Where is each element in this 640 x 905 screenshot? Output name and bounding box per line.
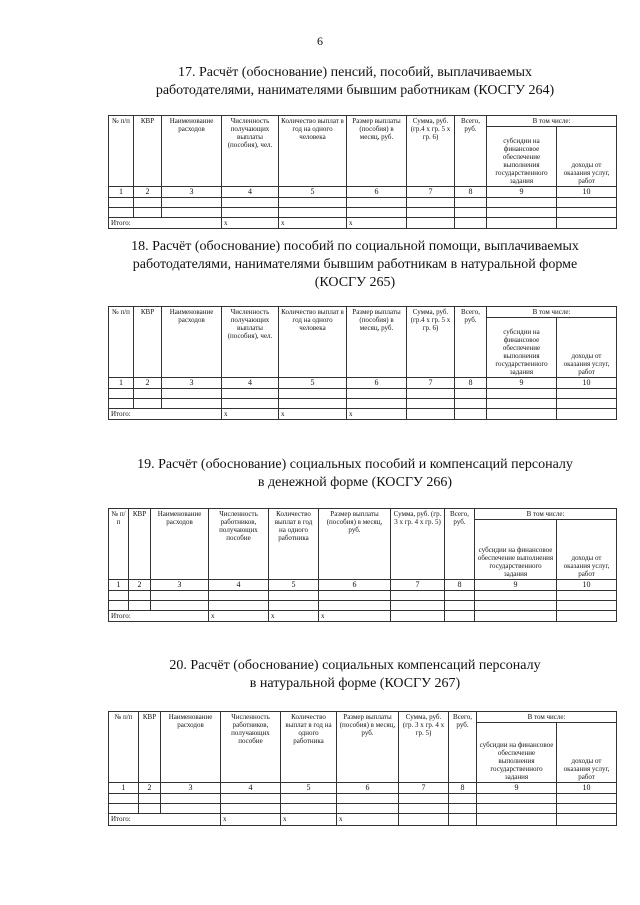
x-mark: x [281, 814, 337, 826]
header-cell: субсидии на финансовое обеспечение выполнения государственного задания [477, 723, 557, 783]
column-number-cell: 8 [445, 580, 475, 591]
total-label: Итого: [109, 814, 221, 826]
x-mark: x [279, 218, 347, 229]
header-cell: Размер выплаты (пособия) в месяц, руб. [319, 509, 391, 580]
column-number-cell: 8 [449, 783, 477, 794]
header-cell: Всего, руб. [445, 509, 475, 580]
column-number-cell: 10 [557, 580, 617, 591]
total-label: Итого: [109, 409, 222, 420]
column-number-cell: 4 [221, 783, 281, 794]
column-number-cell: 5 [281, 783, 337, 794]
column-number-cell: 5 [279, 378, 347, 389]
column-number-cell: 2 [134, 378, 162, 389]
column-number-cell: 6 [347, 378, 407, 389]
total-label: Итого: [109, 218, 222, 229]
column-number-cell: 10 [557, 187, 617, 198]
header-cell: Наименование расходов [162, 307, 222, 378]
header-cell: Количество выплат в год на одного работника [269, 509, 319, 580]
column-number-cell: 1 [109, 187, 134, 198]
column-number-cell: 1 [109, 783, 139, 794]
header-cell: субсидии на финансовое обеспечение выполнения государственного задания [487, 318, 557, 378]
header-cell: Численность работников, получающих пособие [209, 509, 269, 580]
total-row [109, 814, 617, 826]
column-number-cell: 6 [347, 187, 407, 198]
column-number-cell: 7 [399, 783, 449, 794]
column-number-cell: 3 [151, 580, 209, 591]
header-cell: КВР [134, 116, 162, 187]
column-number-cell: 4 [222, 187, 279, 198]
table-row [109, 591, 617, 601]
header-cell: доходы от оказания услуг, работ [557, 318, 617, 378]
header-cell: Сумма, руб. (гр.4 х гр. 5 х гр. 6) [407, 116, 455, 187]
header-cell: Численность получающих выплаты (пособия), чел. [222, 307, 279, 378]
section-20-title: 20. Расчёт (обоснование) социальных компенсаций персоналу в натуральной форме (КОСГУ 267) [169, 658, 541, 691]
header-cell: Наименование расходов [161, 712, 221, 783]
column-number-cell: 8 [455, 187, 487, 198]
total-row [109, 218, 617, 229]
table-section-19 [108, 508, 617, 622]
header-cell: № п/п [109, 712, 139, 783]
header-cell: Сумма, руб. (гр. 3 х гр. 4 х гр. 5) [391, 509, 445, 580]
table-row [109, 208, 617, 218]
column-number-cell: 4 [222, 378, 279, 389]
header-cell: субсидии на финансовое обеспечение выполнения государственного задания [487, 127, 557, 187]
x-mark: x [222, 409, 279, 420]
header-cell: Всего, руб. [455, 116, 487, 187]
x-mark: x [209, 611, 269, 622]
section-19-title: 19. Расчёт (обоснование) социальных пособий и компенсаций персоналу в денежной форме (КОСГУ 266) [137, 457, 573, 490]
header-cell-in-total: В том числе: [477, 712, 617, 723]
x-mark: x [279, 409, 347, 420]
x-mark: x [347, 409, 407, 420]
x-mark: x [347, 218, 407, 229]
header-cell: Сумма, руб. (гр.4 х гр. 5 х гр. 6) [407, 307, 455, 378]
column-number-cell: 10 [557, 378, 617, 389]
column-number-cell: 10 [557, 783, 617, 794]
column-number-cell: 3 [162, 378, 222, 389]
header-cell: доходы от оказания услуг, работ [557, 520, 617, 580]
header-cell: КВР [129, 509, 151, 580]
header-cell: Количество выплат в год на одного человека [279, 116, 347, 187]
header-cell-in-total: В том числе: [487, 307, 617, 318]
column-number-cell: 5 [279, 187, 347, 198]
table-section-20 [108, 711, 617, 826]
header-cell: субсидии на финансовое обеспечение выполнения государственного задания [475, 520, 557, 580]
header-cell: доходы от оказания услуг, работ [557, 127, 617, 187]
total-row [109, 611, 617, 622]
header-cell: Размер выплаты (пособия) в месяц, руб. [347, 307, 407, 378]
x-mark: x [221, 814, 281, 826]
column-number-cell: 4 [209, 580, 269, 591]
header-cell: Количество выплат в год на одного работника [281, 712, 337, 783]
column-number-cell: 1 [109, 378, 134, 389]
table-row [109, 399, 617, 409]
header-cell: Наименование расходов [162, 116, 222, 187]
table-section-18 [108, 306, 617, 420]
column-number-cell: 9 [475, 580, 557, 591]
table-row [109, 198, 617, 208]
page-number: 6 [317, 34, 323, 48]
table-section-17 [108, 115, 617, 229]
table-row [109, 389, 617, 399]
column-number-cell: 6 [319, 580, 391, 591]
header-cell: Всего, руб. [449, 712, 477, 783]
x-mark: x [337, 814, 399, 826]
column-number-cell: 7 [407, 378, 455, 389]
column-number-cell: 2 [129, 580, 151, 591]
header-cell: № п/п [109, 307, 134, 378]
section-18-title: 18. Расчёт (обоснование) пособий по социальной помощи, выплачиваемых работодателями, нанимателями бывшим работникам в натуральной форме (КОСГУ 265) [131, 239, 579, 290]
section-17-title: 17. Расчёт (обоснование) пенсий, пособий, выплачиваемых работодателями, нанимателями бывшим работникам (КОСГУ 264) [155, 65, 555, 98]
column-number-cell: 9 [487, 187, 557, 198]
header-cell: Численность работников, получающих пособие [221, 712, 281, 783]
column-number-cell: 8 [455, 378, 487, 389]
table-row [109, 794, 617, 804]
header-cell: Сумма, руб. (гр. 3 х гр. 4 х гр. 5) [399, 712, 449, 783]
total-label: Итого: [109, 611, 209, 622]
column-number-cell: 1 [109, 580, 129, 591]
column-number-cell: 5 [269, 580, 319, 591]
total-row [109, 409, 617, 420]
column-number-cell: 2 [139, 783, 161, 794]
column-number-cell: 3 [161, 783, 221, 794]
column-number-cell: 7 [407, 187, 455, 198]
column-number-cell: 9 [477, 783, 557, 794]
header-cell: Всего, руб. [455, 307, 487, 378]
header-cell: Наименование расходов [151, 509, 209, 580]
header-cell-in-total: В том числе: [487, 116, 617, 127]
table-row [109, 601, 617, 611]
header-cell: Размер выплаты (пособия) в месяц, руб. [347, 116, 407, 187]
column-number-cell: 2 [134, 187, 162, 198]
column-number-cell: 3 [162, 187, 222, 198]
header-cell: Количество выплат в год на одного человека [279, 307, 347, 378]
header-cell: № п/п [109, 116, 134, 187]
header-cell: доходы от оказания услуг, работ [557, 723, 617, 783]
header-cell: Численность получающих выплаты (пособия), чел. [222, 116, 279, 187]
header-cell: № п/п [109, 509, 129, 580]
x-mark: x [222, 218, 279, 229]
header-cell: КВР [139, 712, 161, 783]
x-mark: x [269, 611, 319, 622]
table-row [109, 804, 617, 814]
header-cell: Размер выплаты (пособия) в месяц, руб. [337, 712, 399, 783]
column-number-cell: 6 [337, 783, 399, 794]
header-cell-in-total: В том числе: [475, 509, 617, 520]
x-mark: x [319, 611, 391, 622]
header-cell: КВР [134, 307, 162, 378]
column-number-cell: 9 [487, 378, 557, 389]
column-number-cell: 7 [391, 580, 445, 591]
